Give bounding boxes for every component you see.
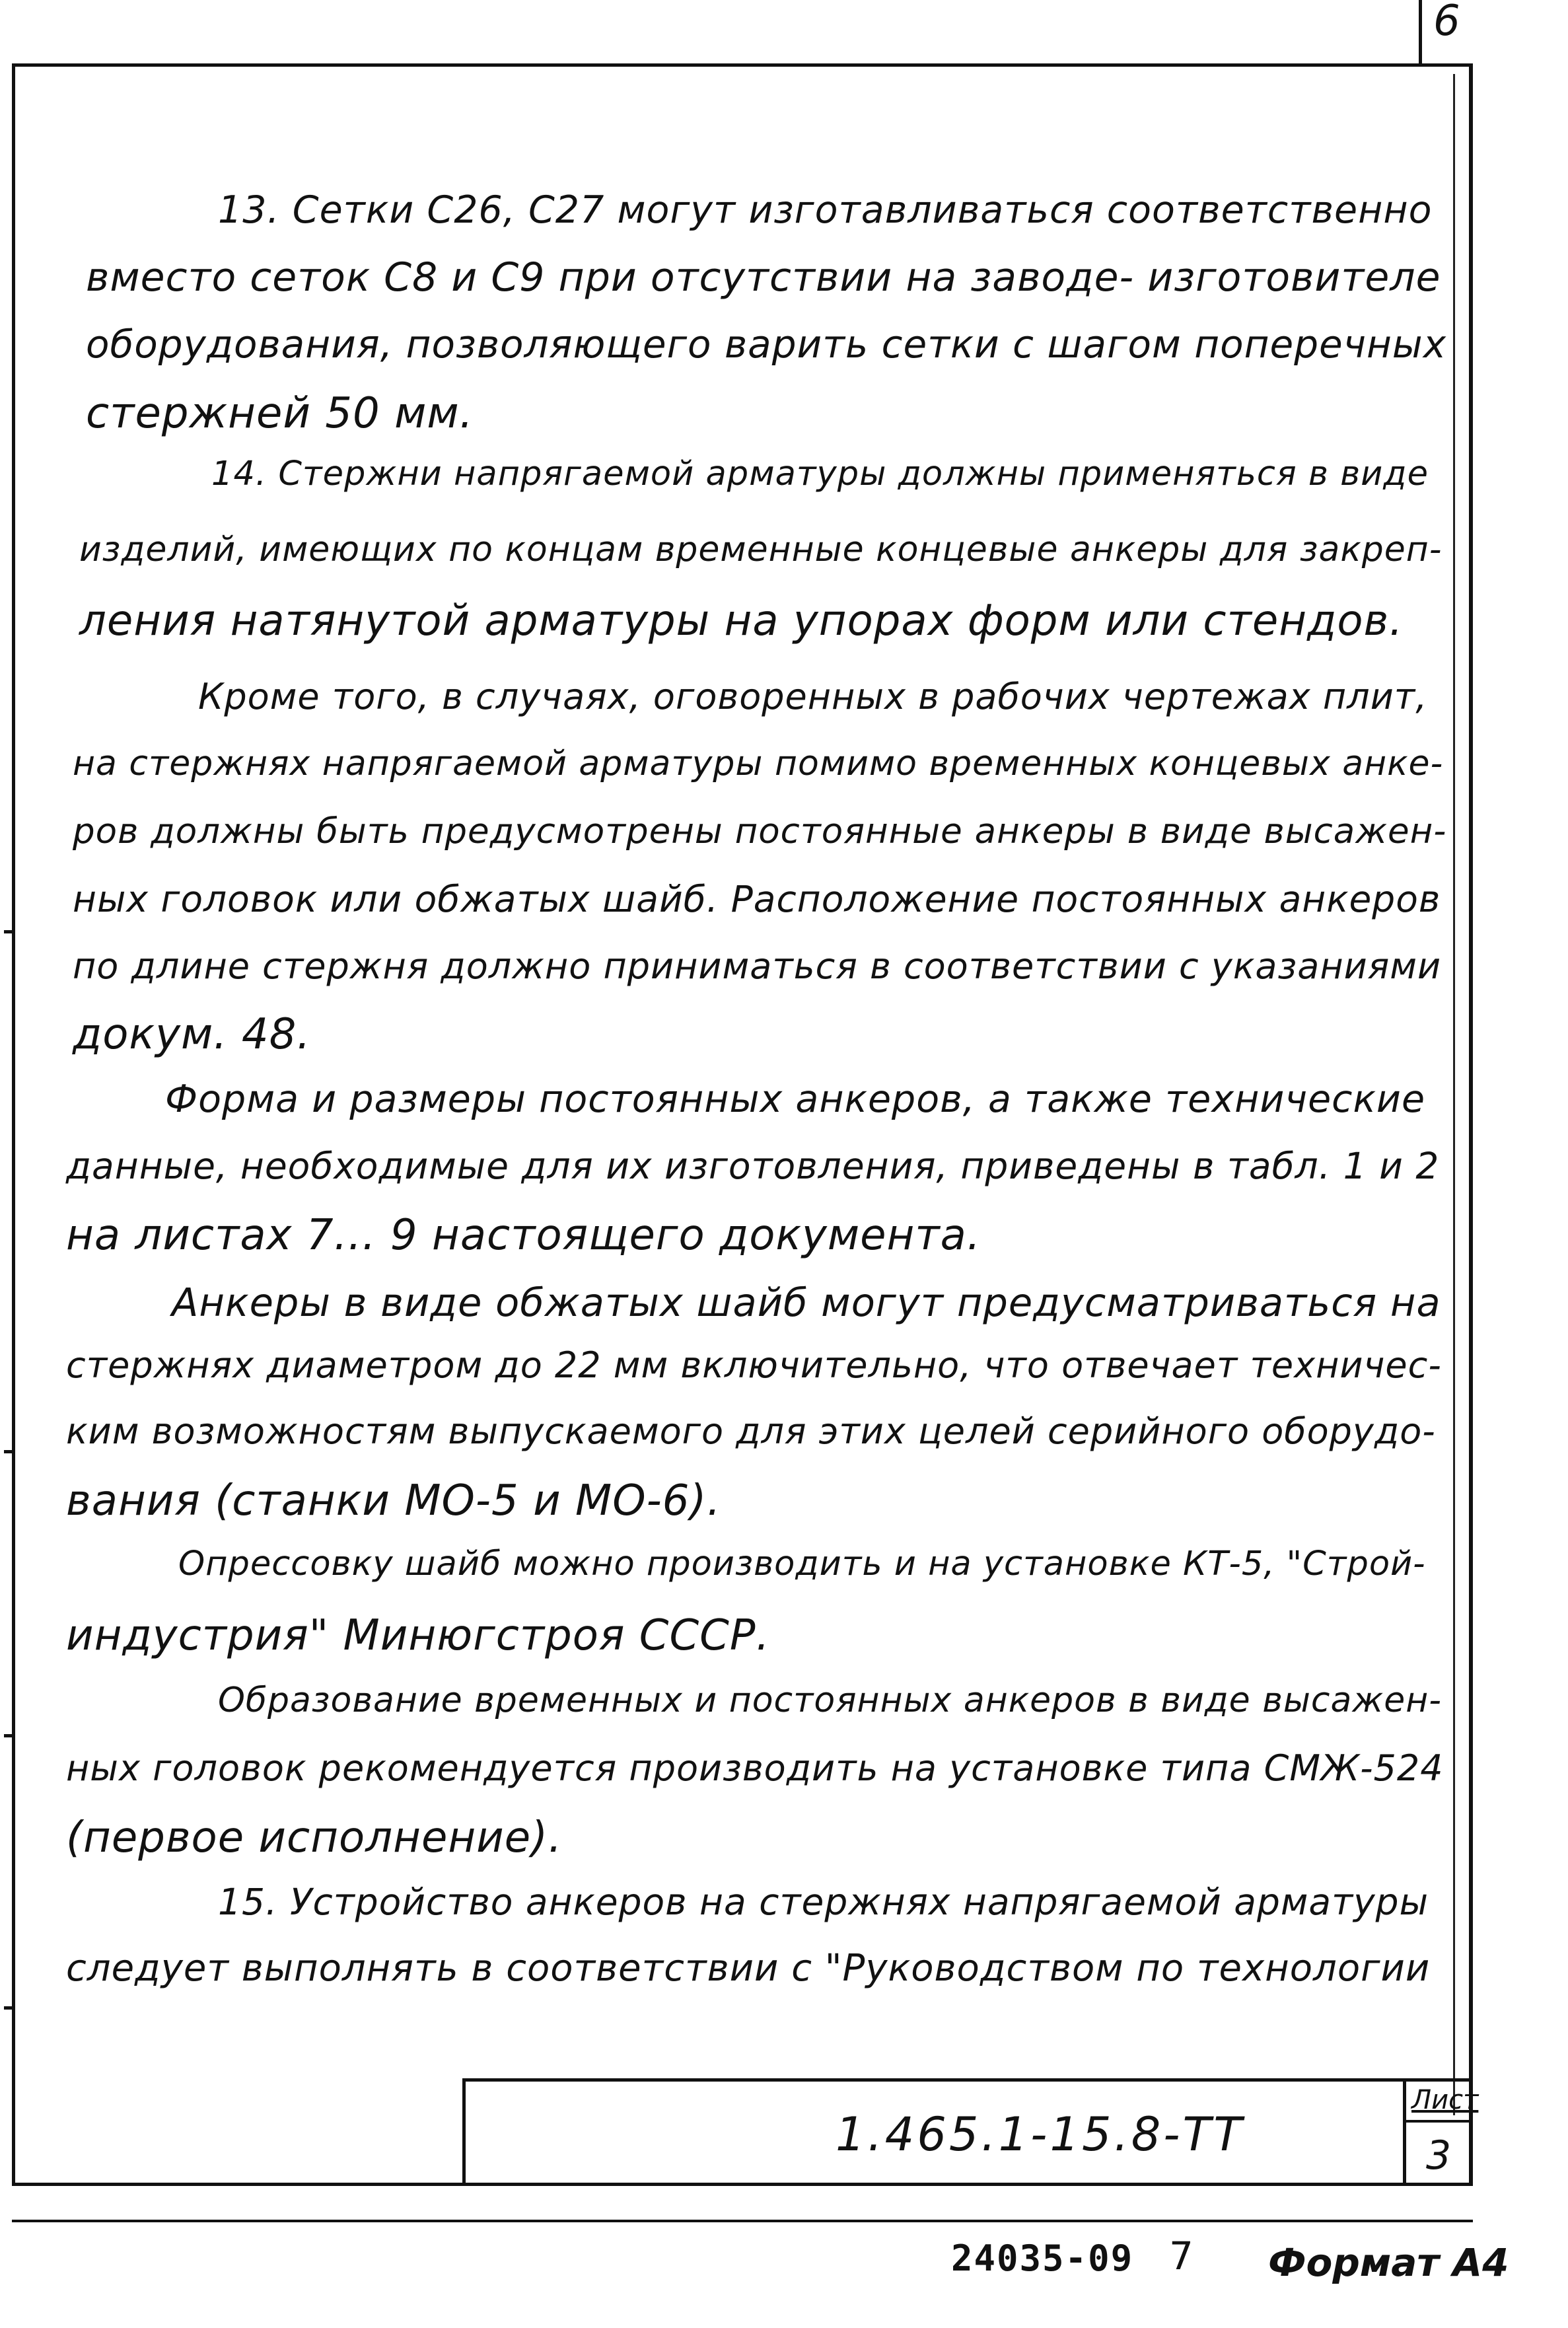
text-line-5: 14. Стержни напрягаемой арматуры должны применяться в виде	[211, 455, 1429, 493]
inner-right-rule	[1453, 74, 1455, 2115]
text-line-9: на стержнях напрягаемой арматуры помимо временных концевых анке-	[73, 744, 1444, 783]
sheet-number: 3	[1426, 2132, 1452, 2179]
document-designation: 1.465.1-15.8-ТТ	[836, 2107, 1245, 2162]
text-line-24: ных головок рекомендуется производить на установке типа СМЖ-524	[66, 1747, 1444, 1789]
text-line-4: стержней 50 мм.	[86, 389, 474, 438]
text-line-11: ных головок или обжатых шайб. Расположение постоянных анкеров	[73, 878, 1441, 920]
title-block	[462, 2078, 1479, 2186]
text-line-3: оборудования, позволяющего варить сетки с шагом поперечных	[86, 322, 1447, 367]
text-line-2: вместо сеток С8 и С9 при отсутствии на заводе- изготовителе	[86, 254, 1441, 301]
text-line-21: Опрессовку шайб можно производить и на установке КТ-5, "Строй-	[178, 1545, 1426, 1583]
text-line-8: Кроме того, в случаях, оговоренных в рабочих чертежах плит,	[198, 676, 1428, 717]
bottom-rule	[12, 2220, 1473, 2222]
text-line-6: изделий, имеющих по концам временные концевые анкеры для закреп-	[79, 530, 1443, 569]
corner-page-number: 6	[1433, 0, 1460, 46]
text-line-10: ров должны быть предусмотрены постоянные анкеры в виде высажен-	[73, 811, 1447, 852]
margin-tick	[4, 1734, 15, 1737]
text-line-1: 13. Сетки С26, С27 могут изготавливаться соответственно	[218, 188, 1433, 232]
text-line-20: вания (станки МО-5 и МО-6).	[66, 1476, 721, 1525]
sheet-cell	[1403, 2082, 1479, 2186]
text-line-15: данные, необходимые для их изготовления, приведены в табл. 1 и 2	[66, 1145, 1440, 1187]
text-line-26: 15. Устройство анкеров на стержнях напрягаемой арматуры	[218, 1881, 1429, 1923]
text-line-7: ления натянутой арматуры на упорах форм или стендов.	[79, 597, 1404, 645]
footer-format-label: Формат А4	[1268, 2240, 1509, 2285]
text-line-27: следует выполнять в соответствии с "Руководством по технологии	[66, 1947, 1431, 1990]
text-line-14: Форма и размеры постоянных анкеров, а также технические	[165, 1077, 1426, 1121]
margin-tick	[4, 2006, 15, 2010]
text-line-13: докум. 48.	[73, 1010, 311, 1059]
text-line-23: Образование временных и постоянных анкеров в виде высажен-	[218, 1681, 1442, 1720]
text-line-12: по длине стержня должно приниматься в соответствии с указаниями	[73, 945, 1442, 987]
text-line-25: (первое исполнение).	[66, 1813, 563, 1862]
page-frame	[12, 63, 1473, 2186]
text-line-17: Анкеры в виде обжатых шайб могут предусматриваться на	[172, 1280, 1441, 1325]
footer-number: 7	[1169, 2234, 1194, 2278]
sheet-label: Лист	[1411, 2085, 1479, 2115]
text-line-16: на листах 7... 9 настоящего документа.	[66, 1211, 981, 1260]
text-line-22: индустрия" Минюгстроя СССР.	[66, 1611, 770, 1660]
text-line-19: ким возможностям выпускаемого для этих целей серийного оборудо-	[66, 1410, 1436, 1452]
footer-code: 24035-09	[951, 2237, 1134, 2279]
sheet-divider	[1406, 2120, 1473, 2123]
margin-tick	[4, 930, 15, 933]
text-line-18: стержнях диаметром до 22 мм включительно, что отвечает техничес-	[66, 1344, 1442, 1386]
margin-tick	[4, 1450, 15, 1453]
corner-rule	[1419, 0, 1422, 65]
